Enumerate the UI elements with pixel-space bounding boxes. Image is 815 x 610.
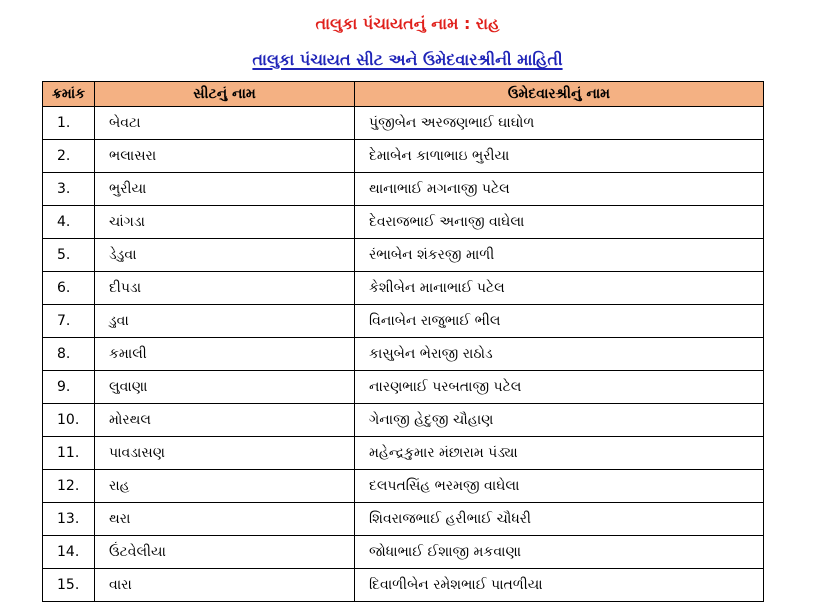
table-row	[43, 140, 764, 173]
seat-name: ડેડુવા	[95, 239, 355, 272]
candidate-name: રંભાબેન શંકરજી માળી	[355, 239, 764, 272]
candidate-name: શિવરાજભાઈ હરીભાઈ ચૌધરી	[355, 503, 764, 536]
row-number: 10.	[43, 404, 95, 437]
candidate-name: દેવરાજભાઈ અનાજી વાઘેલા	[355, 206, 764, 239]
row-number: 8.	[43, 338, 95, 371]
seat-name: દીપડા	[95, 272, 355, 305]
seat-name: પાવડાસણ	[95, 437, 355, 470]
row-number: 3.	[43, 173, 95, 206]
candidate-name: દિવાળીબેન રમેશભાઈ પાતળીયા	[355, 569, 764, 602]
row-number: 9.	[43, 371, 95, 404]
table-row	[43, 173, 764, 206]
table-row	[43, 437, 764, 470]
seat-name: ચાંગડા	[95, 206, 355, 239]
row-number: 15.	[43, 569, 95, 602]
candidate-name: પુંજીબેન અરજણભાઈ ઘાઘોળ	[355, 107, 764, 140]
page-title: તાલુકા પંચાયતનું નામ : રાહ	[315, 14, 500, 33]
candidate-name: થાનાભાઈ મગનાજી પટેલ	[355, 173, 764, 206]
table-row	[43, 305, 764, 338]
candidate-name: જોધાભાઈ ઈશાજી મકવાણા	[355, 536, 764, 569]
candidate-name: મહેન્દ્રકુમાર મંછારામ પંડ્યા	[355, 437, 764, 470]
table-row	[43, 272, 764, 305]
table-row	[43, 404, 764, 437]
candidate-name: નારણભાઈ પરબતાજી પટેલ	[355, 371, 764, 404]
table-row	[43, 536, 764, 569]
candidate-name: દલપતસિંહ ભરમજી વાઘેલા	[355, 470, 764, 503]
seat-name: લુવાણા	[95, 371, 355, 404]
seat-name: કમાલી	[95, 338, 355, 371]
table-row	[43, 569, 764, 602]
seat-name: ભલાસરા	[95, 140, 355, 173]
row-number: 12.	[43, 470, 95, 503]
column-header-number: ક્રમાંક	[43, 82, 95, 107]
row-number: 14.	[43, 536, 95, 569]
seat-name: મોરથલ	[95, 404, 355, 437]
seat-name: ઉંટવેલીયા	[95, 536, 355, 569]
row-number: 2.	[43, 140, 95, 173]
page-subtitle	[0, 48, 815, 72]
column-header-candidate: ઉમેદવારશ્રીનું નામ	[355, 82, 764, 107]
candidate-name: કેશીબેન માનાભાઈ પટેલ	[355, 272, 764, 305]
candidate-name: દેમાબેન કાળાભાઇ ભુરીયા	[355, 140, 764, 173]
row-number: 5.	[43, 239, 95, 272]
row-number: 7.	[43, 305, 95, 338]
seat-candidate-table	[42, 81, 764, 602]
candidate-name: વિનાબેન રાજુભાઈ ભીલ	[355, 305, 764, 338]
column-header-seat: સીટનું નામ	[95, 82, 355, 107]
seat-name: ભુરીયા	[95, 173, 355, 206]
table-row	[43, 206, 764, 239]
table-row	[43, 371, 764, 404]
table-row	[43, 239, 764, 272]
row-number: 4.	[43, 206, 95, 239]
row-number: 1.	[43, 107, 95, 140]
seat-name: ડુવા	[95, 305, 355, 338]
table-row	[43, 470, 764, 503]
seat-name: થરા	[95, 503, 355, 536]
table-header-row	[43, 82, 764, 107]
seat-name: વારા	[95, 569, 355, 602]
candidate-name: ગેનાજી હેદુજી ચૌહાણ	[355, 404, 764, 437]
table-row	[43, 107, 764, 140]
table-body	[43, 107, 764, 602]
seat-name: બેવટા	[95, 107, 355, 140]
subtitle-text: તાલુકા પંચાયત સીટ અને ઉમેદવારશ્રીની માહિતી	[252, 50, 563, 69]
candidate-name: કાસુબેન ભેરાજી રાઠોડ	[355, 338, 764, 371]
table-row	[43, 503, 764, 536]
seat-name: રાહ	[95, 470, 355, 503]
row-number: 6.	[43, 272, 95, 305]
table-row	[43, 338, 764, 371]
row-number: 11.	[43, 437, 95, 470]
row-number: 13.	[43, 503, 95, 536]
